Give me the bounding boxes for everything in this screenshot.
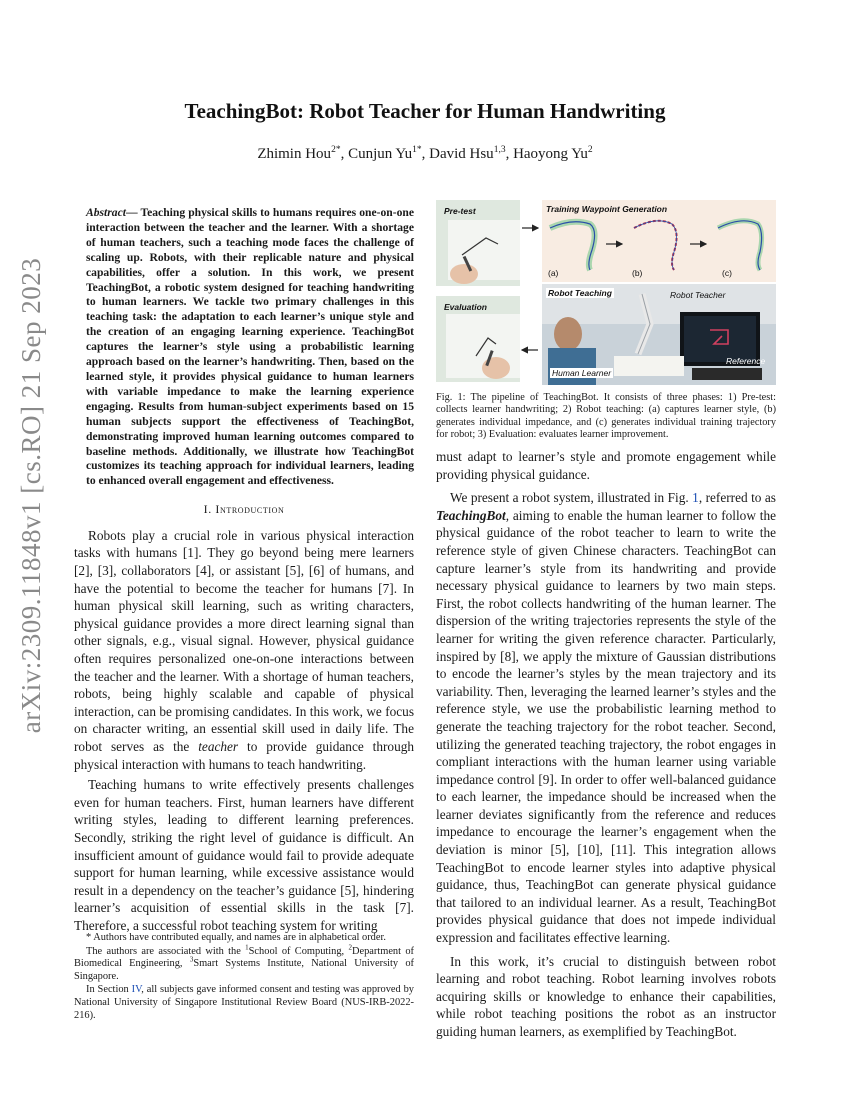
intro-paragraph-2: Teaching humans to write effectively presents challenges even for human teachers. First, human learners have different writing styles, leading to different learning preferences. Secondly, striking the right level of guidance is difficult. An insufficient amount of guidance would fail to provide adequate support for human learning, while excessive assistance would result in a dependency on the teacher’s guidance [5], hindering learner’s acquisition of essential skills in the task [7]. Therefore, a successful robot teaching system for writing [74, 777, 414, 933]
intro-paragraph-2-continued: must adapt to learner’s style and promote engagement while providing physical guidance. [436, 449, 776, 482]
label-training-waypoint: Training Waypoint Generation [546, 204, 668, 214]
footnote-equal-contribution: * Authors have contributed equally, and names are in alphabetical order. [86, 932, 386, 943]
footnote-affiliations [74, 943, 414, 984]
author-name: Zhimin Hou [257, 146, 332, 162]
system-name: TeachingBot [436, 507, 506, 523]
flow-arrows [520, 210, 542, 380]
intro-paragraph-3 [436, 489, 776, 946]
intro-text: , referred to as [698, 490, 776, 506]
footnote-text: Department of Biomedical Engineering, [74, 945, 414, 970]
emphasis-teacher: teacher [198, 738, 239, 754]
pretest-panel [436, 200, 520, 286]
footnote-text: , all subjects gave informed consent and testing was approved by National University of Singapore Institutional Review Board (NUS-IRB-2022-216). [74, 984, 415, 1021]
footnote-text: In Section [86, 984, 129, 996]
left-column [74, 206, 414, 937]
label-evaluation: Evaluation [444, 302, 487, 312]
author-affiliation: 1* [412, 145, 422, 155]
footnote-text: Smart Systems Institute, National University of Singapore. [74, 958, 414, 982]
author-affiliation: 2 [587, 145, 593, 155]
section-title: Introduction [215, 502, 285, 517]
intro-text: Robots play a crucial role in various physical interaction tasks with humans [1]. They go beyond being mere learners [2], [3], collaborators [4], or assistant [5], [6] of humans, and have the potential to become the teacher for humans [7]. In human physical skill learning, such as writing characters, physical guidance provides a more direct learning signal than other signals, e.g., visual signal. However, physical guidance often requires personalized one-on-one interactions between the teacher and the learner. With a shortage of human teachers, robots, being highly scalable and capable of physical interaction, can be promising candidates. In this work, we focus on character writing, an essential skill used in daily life. The robot serves as the [74, 527, 414, 754]
robot-teaching-panel [542, 284, 776, 385]
training-waypoint-panel [542, 200, 776, 282]
author-list: Zhimin Hou$^{2*}$, Cunjun $Yu^{1*}$, David Hsu$^{1,3}$, Haoyong Yu$^2$ [257, 145, 593, 162]
label-a: (a) [548, 268, 559, 278]
footnote-text: The authors are associated with the [86, 945, 241, 957]
intro-text: , aiming to enable the human learner to follow the physical guidance of the robot teacher to learn to write the reference style of given Chinese characters. TeachingBot can capture learner’s style from its handwriting and provide necessary physical guidance to learners by two main steps. First, the robot collects handwriting of the human learner. The dispersion of the writing trajectories represents the style of the learner for writing the given reference character. Particularly, inspired by [8], we apply the mixture of Gaussian distributions to encode the learner’s styles by the mean trajectory and its variability. Then, leveraging the learned learner’s styles and the reference style, we use the probabilistic learning method to generate the teaching trajectory for the robot teacher. Second, utilizing the generated teaching trajectory, the robot engages in compliant interactions with the human learner using variable impedance control [9]. In order to offer well-balanced guidance to each learner, the impedance should be increased when the learner deviates significantly from the reference and reduces impedance to encourage the learner’s engagement when the deviation is minor [5], [10], [11]. This integration allows TeachingBot to encode learner styles into adaptive physical guidance, thus, TeachingBot can generate physical guidance that tailored to an individual learner. As a result, TeachingBot provides physical guidance that does not impede individual expression and facilitates effective learning. [436, 507, 776, 946]
footnote-text: School of Computing, [248, 945, 345, 957]
author-name: David Hsu [429, 146, 494, 162]
intro-paragraph-4: In this work, it’s crucial to distinguish between robot learning and robot teaching. Robot learning involves robots acquiring skills or knowledge to enhance their capabilities, while robot teaching positions the robot as an instructor guiding human learners, as exemplified by TeachingBot. [436, 953, 776, 1039]
footnote-sup: 3 [189, 955, 194, 964]
label-robot-teaching: Robot Teaching [548, 288, 612, 298]
paper-title: TeachingBot: Robot Teacher for Human Handwriting [184, 99, 666, 123]
arxiv-stamp-text: arXiv:2309.11848v1 [cs.RO] 21 Sep 2023 [16, 257, 47, 733]
label-robot-teacher: Robot Teacher [670, 290, 726, 300]
figure-link[interactable]: 1 [692, 490, 699, 506]
footnote-sup: 2 [348, 943, 352, 952]
section-number: I. [203, 502, 212, 517]
evaluation-panel [436, 296, 520, 382]
intro-paragraph-1 [74, 527, 414, 773]
footnote-irb [74, 984, 414, 1022]
label-pretest: Pre-test [444, 206, 476, 216]
intro-text: We present a robot system, illustrated in Fig. [450, 490, 689, 506]
author-name: Cunjun Yu [348, 146, 413, 162]
abstract-heading: Abstract [86, 206, 126, 219]
footnote-sup: 1 [245, 943, 249, 952]
abstract [74, 206, 414, 489]
abstract-text: — Teaching physical skills to humans requires one-on-one interaction between the teacher and the learner. With a shortage of human teachers, such a teaching mode faces the challenge of scaling up. Robots, with their replicable nature and physical capabilities, offer a solution. In this work, we present TeachingBot, a robotic system designed for teaching handwriting to human learners. We tackle two primary challenges in this teaching task: the adaptation to each learner’s unique style and the creation of an engaging learning experience. TeachingBot captures the learner’s style using a probabilistic learning approach based on the learner’s handwriting. Then, based on the learned style, it provides physical guidance to human learners with variable impedance to make the learning experience engaging. Results from human-subject experiments based on 15 human subjects support the effectiveness of TeachingBot, demonstrating improved human learning outcomes compared to baseline methods. Additionally, we illustrate how TeachingBot customizes its teaching approach for individual learners, leading to enhanced overall engagement and effectiveness. [86, 206, 414, 488]
footnotes [74, 932, 414, 1023]
section-link[interactable]: IV [131, 984, 142, 996]
figure-1-caption: Fig. 1: The pipeline of TeachingBot. It consists of three phases: 1) Pre-test: collects learner handwriting; 2) Robot teaching: (a) captures learner style, (b) generates individual impedance, and (c) generates individual training trajectory for robot; 3) Evaluation: evaluates learner improvement. [436, 392, 776, 440]
arxiv-stamp [12, 257, 52, 733]
figure-1 [436, 200, 776, 385]
right-column [436, 448, 776, 1044]
label-b: (b) [632, 268, 643, 278]
author-affiliation: 1,3 [493, 145, 506, 155]
section-heading [74, 501, 414, 519]
author-name: Haoyong Yu [513, 146, 588, 162]
label-human-learner: Human Learner [552, 368, 612, 378]
intro-text: to provide guidance through physical interaction with humans to teach handwriting. [74, 738, 415, 772]
author-affiliation: 2* [331, 145, 341, 155]
label-reference: Reference [726, 356, 766, 366]
label-c: (c) [722, 268, 732, 278]
